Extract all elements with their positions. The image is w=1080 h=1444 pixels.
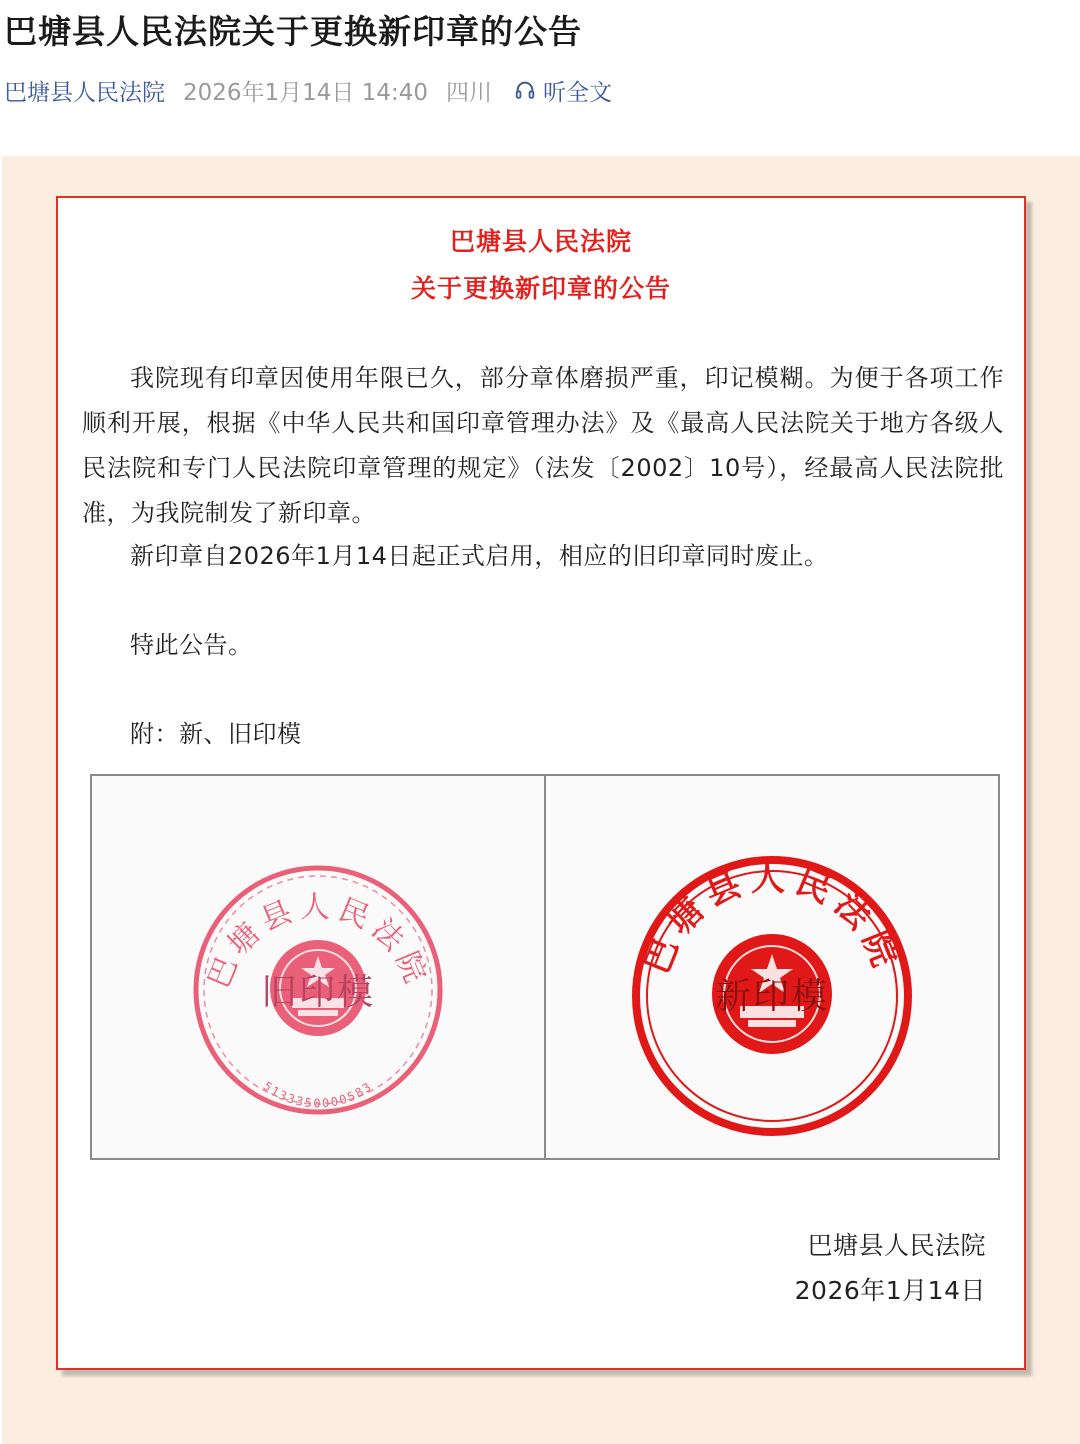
new-seal-image — [546, 776, 998, 1158]
new-seal-stamp-label: 新印模 — [714, 976, 830, 1017]
document-title-heading: 关于更换新印章的公告 — [410, 274, 671, 303]
paragraph-reason: 我院现有印章因使用年限已久，部分章体磨损严重，印记模糊。为便于各项工作顺利开展，根据《中华人民共和国印章管理办法》及《最高人民法院关于地方各级人民法院和专门人民法院印章管理的规定》（法发〔2002〕10号），经最高人民法院批准，为我院制发了新印章。 — [82, 364, 1004, 527]
paragraph-attachment: 附：新、旧印模 — [130, 720, 302, 748]
listen-label: 听全文 — [543, 79, 613, 106]
new-seal-cell — [544, 776, 998, 1158]
old-seal-stamp-label: 旧印模 — [260, 972, 376, 1013]
old-seal-cell — [92, 776, 544, 1158]
publish-datetime: 2026年1月14日 14:40 — [183, 79, 429, 106]
article-meta — [4, 72, 612, 108]
new-seal-ring-text: 巴塘县人民法院 — [637, 859, 907, 980]
old-seal-ring-text: 巴塘县人民法院 — [201, 890, 435, 994]
document-issuer-heading: 巴塘县人民法院 — [449, 227, 632, 256]
article-title: 巴塘县人民法院关于更换新印章的公告 — [4, 12, 582, 51]
announcement-document — [56, 196, 1026, 1370]
listen-button[interactable] — [514, 74, 612, 107]
old-seal-image — [92, 776, 544, 1158]
region-label: 四川 — [446, 79, 493, 106]
headphones-icon — [514, 79, 536, 101]
paragraph-effective-date: 新印章自2026年1月14日起正式启用，相应的旧印章同时废止。 — [130, 542, 829, 570]
source-link[interactable]: 巴塘县人民法院 — [4, 79, 165, 106]
old-seal-code: 5133350000583 — [260, 1078, 376, 1111]
signature-organization: 巴塘县人民法院 — [807, 1231, 986, 1260]
paragraph-closing: 特此公告。 — [130, 631, 253, 659]
seal-comparison-table — [90, 774, 1000, 1160]
signature-date: 2026年1月14日 — [794, 1276, 986, 1305]
